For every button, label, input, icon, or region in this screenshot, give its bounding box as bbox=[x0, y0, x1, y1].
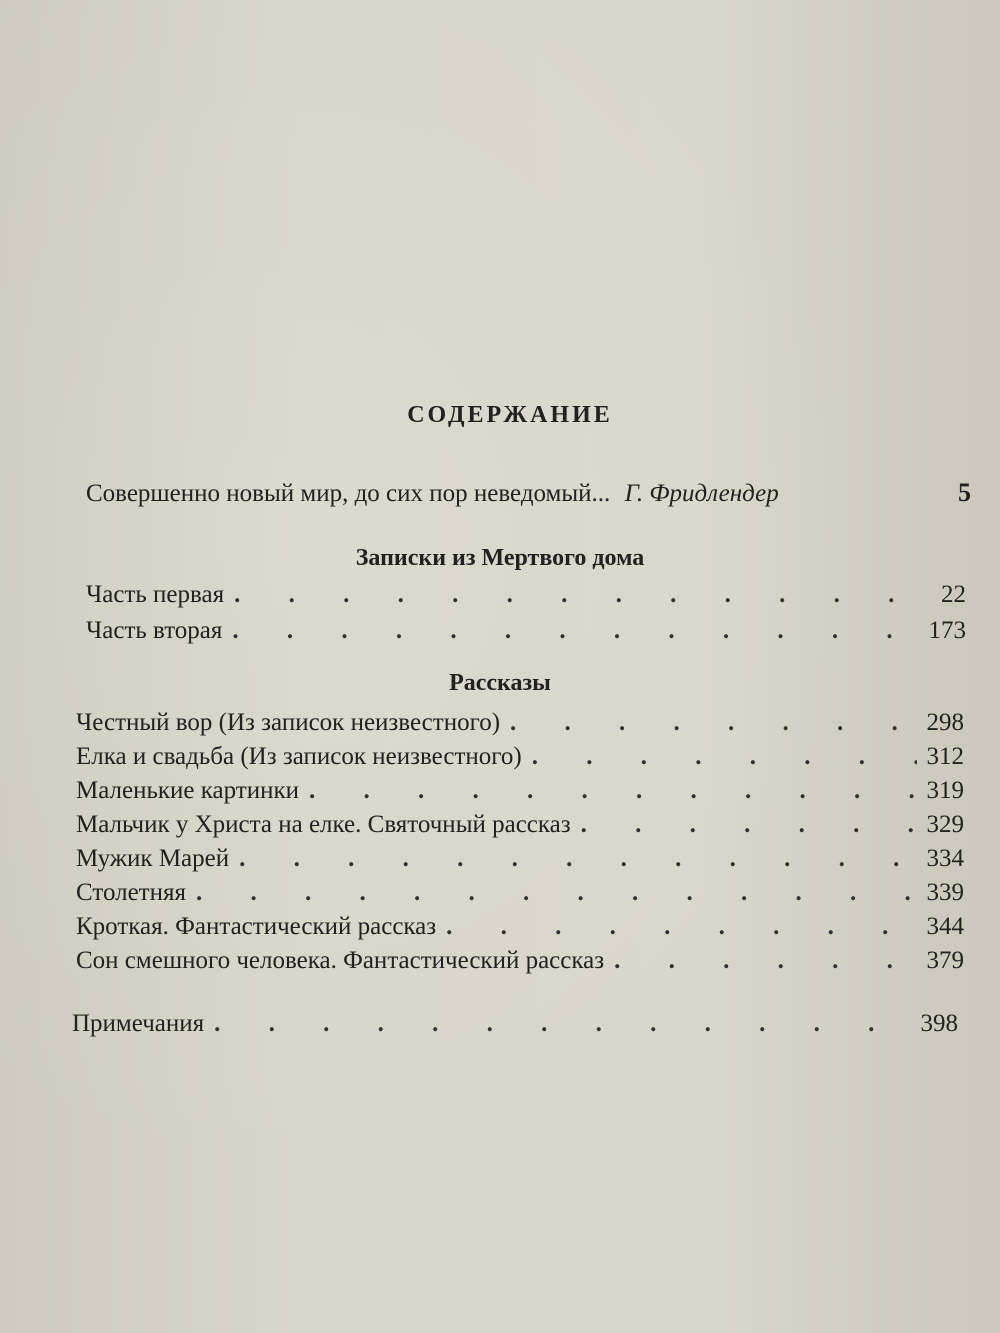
entry-title: Елка и свадьба (Из записок неизвестного) bbox=[76, 743, 522, 770]
intro-author: Г. Фридлендер bbox=[624, 480, 779, 507]
dot-leader bbox=[239, 845, 916, 873]
toc-entry bbox=[76, 845, 964, 873]
dot-leader bbox=[196, 879, 917, 907]
section-heading-dead-house: Записки из Мертвого дома bbox=[355, 545, 645, 571]
entry-title: Мужик Марей bbox=[76, 845, 230, 872]
page-title: СОДЕРЖАНИЕ bbox=[407, 402, 613, 428]
toc-entry bbox=[76, 913, 964, 941]
intro-title: Совершенно новый мир, до сих пор неведомый... bbox=[86, 480, 611, 507]
entry-title: Честный вор (Из записок неизвестного) bbox=[76, 709, 501, 736]
dot-leader bbox=[446, 913, 916, 941]
toc-entry bbox=[86, 617, 966, 645]
entry-title: Мальчик у Христа на елке. Святочный рассказ bbox=[76, 811, 571, 838]
dot-leader bbox=[614, 947, 916, 975]
toc-entry bbox=[76, 947, 964, 975]
entry-title: Маленькие картинки bbox=[76, 777, 300, 804]
entry-title: Кроткая. Фантастический рассказ bbox=[76, 913, 437, 940]
dot-leader bbox=[214, 1010, 910, 1038]
dot-leader bbox=[510, 709, 916, 737]
toc-entry bbox=[86, 581, 966, 609]
entry-title: Примечания bbox=[72, 1010, 205, 1037]
toc-entry bbox=[76, 743, 964, 771]
entry-title: Часть вторая bbox=[86, 617, 223, 644]
entry-title: Столетняя bbox=[76, 879, 186, 906]
entry-page-number: 298 bbox=[926, 709, 964, 736]
toc-intro-entry bbox=[86, 478, 971, 508]
toc-entry bbox=[76, 777, 964, 805]
entry-page-number: 379 bbox=[926, 947, 964, 974]
entry-page-number: 319 bbox=[926, 777, 964, 804]
entry-page-number: 312 bbox=[926, 743, 964, 770]
entry-page-number: 334 bbox=[926, 845, 964, 872]
intro-page-number: 5 bbox=[958, 478, 971, 507]
entry-page-number: 329 bbox=[926, 811, 964, 838]
dot-leader bbox=[581, 811, 917, 839]
dot-leader bbox=[234, 581, 931, 609]
entry-page-number: 344 bbox=[926, 913, 964, 940]
toc-entry-notes bbox=[72, 1010, 958, 1038]
dot-leader bbox=[232, 617, 918, 645]
dot-leader bbox=[532, 743, 917, 771]
section-heading-stories: Рассказы bbox=[449, 670, 551, 696]
dot-leader bbox=[309, 777, 916, 805]
entry-page-number: 398 bbox=[920, 1010, 958, 1037]
toc-entry bbox=[76, 811, 964, 839]
toc-entry bbox=[76, 879, 964, 907]
entry-title: Часть первая bbox=[86, 581, 225, 608]
entry-page-number: 339 bbox=[926, 879, 964, 906]
intro-text-group bbox=[86, 480, 779, 508]
entry-title: Сон смешного человека. Фантастический рассказ bbox=[76, 947, 605, 974]
entry-page-number: 22 bbox=[941, 581, 966, 608]
toc-entry bbox=[76, 709, 964, 737]
entry-page-number: 173 bbox=[928, 617, 966, 644]
